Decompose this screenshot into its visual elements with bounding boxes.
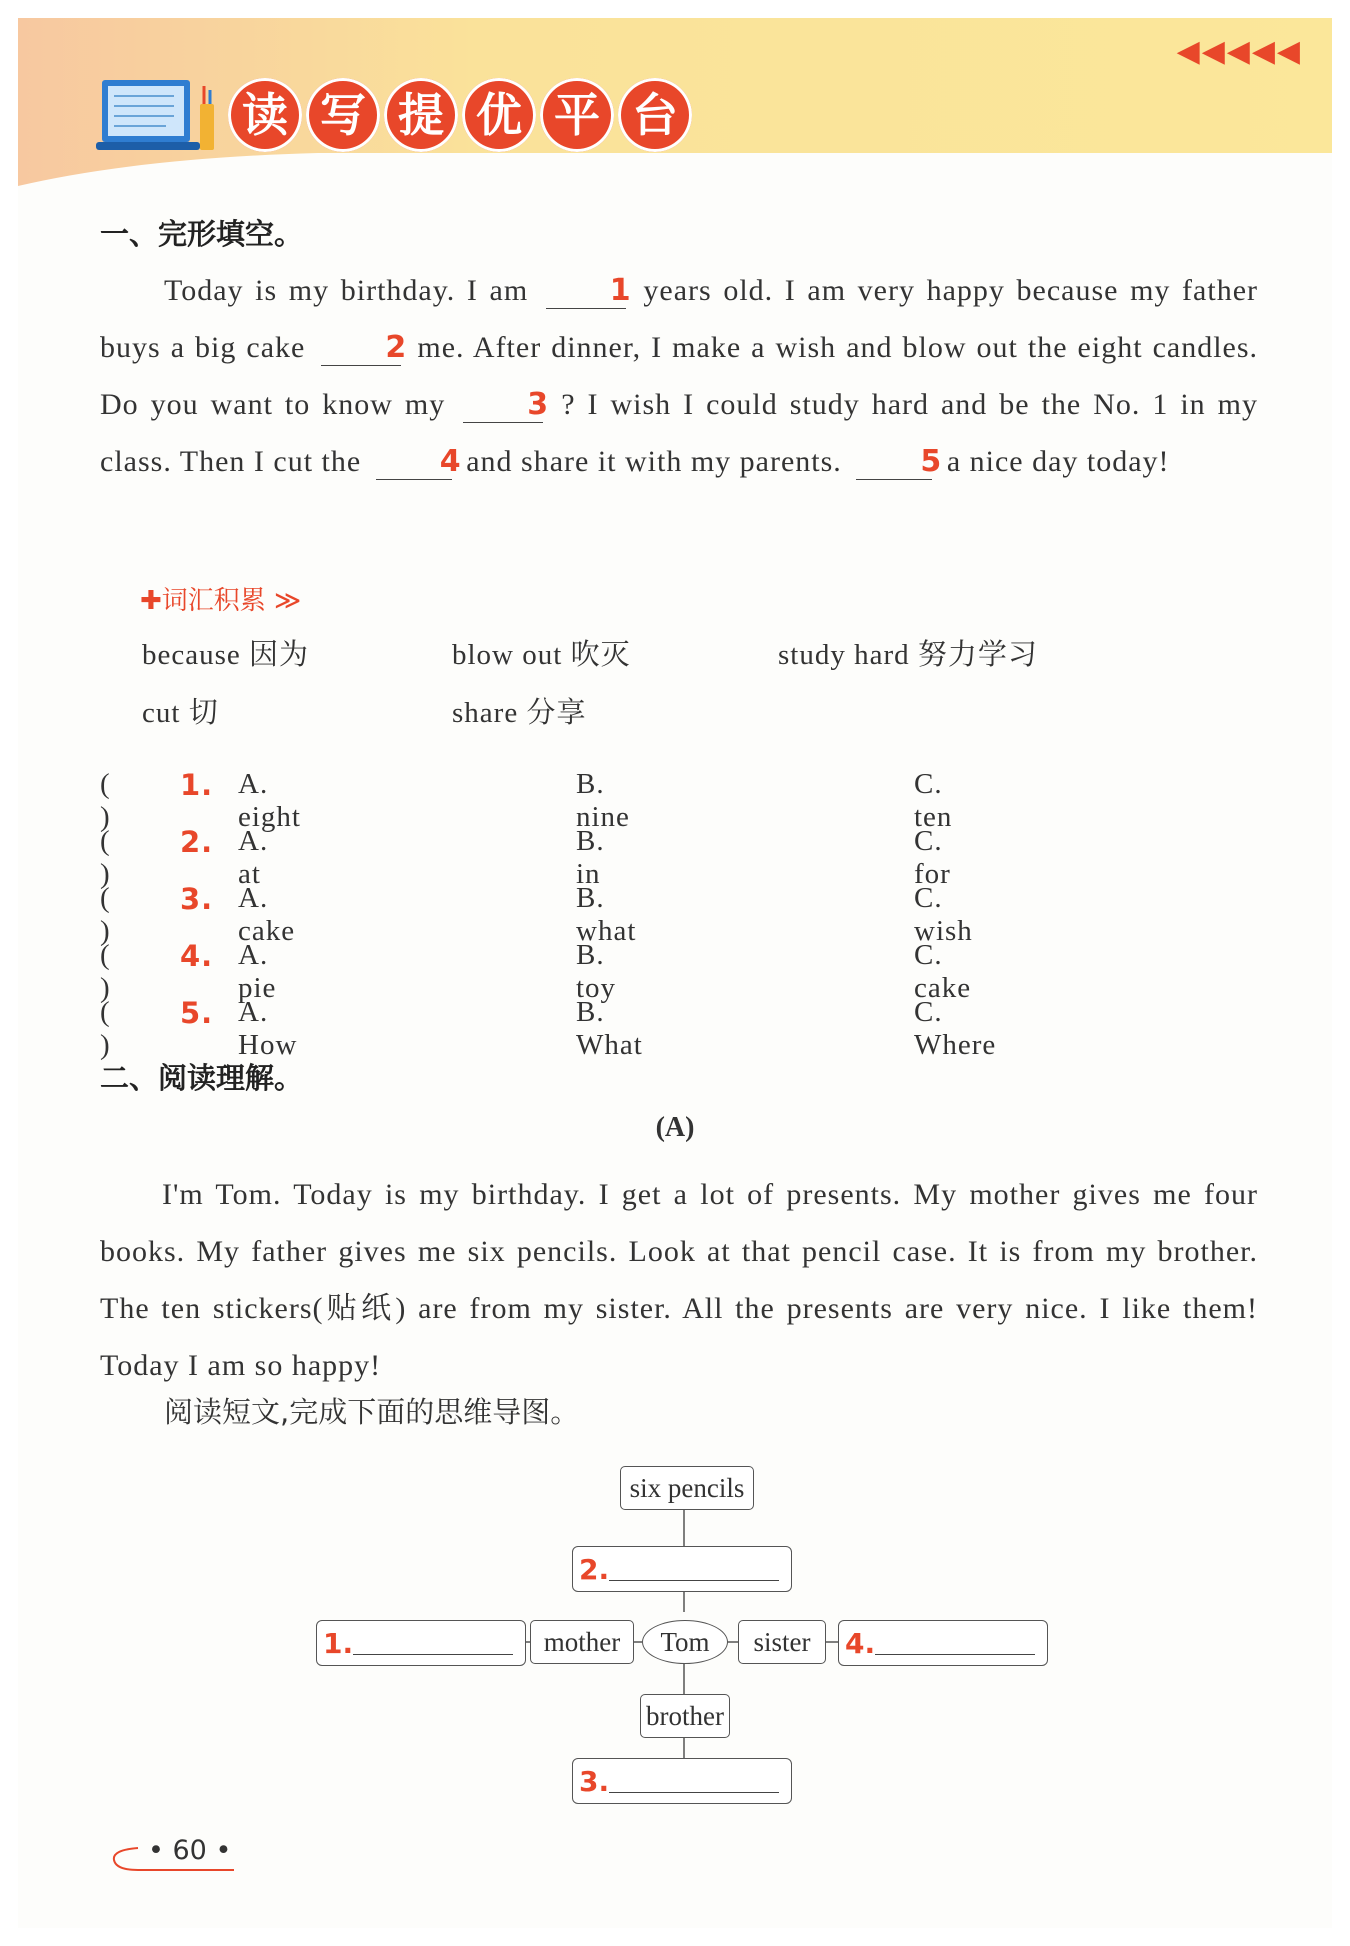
- option-a[interactable]: A. eight: [238, 768, 301, 833]
- vocab-item: share 分享: [452, 695, 587, 729]
- vocab-item: cut 切: [142, 695, 219, 729]
- answer-paren[interactable]: (): [100, 825, 111, 890]
- option-b[interactable]: B. in: [576, 825, 605, 890]
- answer-paren[interactable]: (): [100, 882, 111, 947]
- answer-paren[interactable]: (): [100, 939, 111, 1004]
- vocab-item: blow out 吹灭: [452, 637, 631, 671]
- banner-title-char: 提: [384, 78, 458, 152]
- option-c[interactable]: C. for: [914, 825, 951, 890]
- answer-paren[interactable]: (): [100, 768, 111, 833]
- mindmap-instruction: 阅读短文,完成下面的思维导图。: [164, 1395, 580, 1429]
- blank-4[interactable]: 4: [376, 445, 452, 480]
- option-a[interactable]: A. How: [238, 996, 298, 1061]
- passage-line: four books. My father gives me six pencils. Look at that pencil case. It is from my: [100, 1178, 1259, 1268]
- blank-5[interactable]: 5: [856, 445, 932, 480]
- option-c[interactable]: C. ten: [914, 768, 953, 833]
- question-number: 5.: [180, 996, 214, 1030]
- page-number: • 60 •: [148, 1835, 232, 1866]
- passage-text: Today is my birthday. I am: [164, 274, 529, 307]
- option-b[interactable]: B. What: [576, 996, 643, 1061]
- mindmap-node-bottom: brother: [640, 1694, 730, 1738]
- passage-line: brother. The ten stickers(贴纸) are from my sister. All the presents are very nice.: [100, 1235, 1259, 1325]
- mindmap-blank-3[interactable]: 3.: [572, 1758, 792, 1804]
- passage-text: years old. I am very happy because my father buys a big cake: [100, 274, 1258, 364]
- banner-title-char: 台: [618, 78, 692, 152]
- banner-title-char: 平: [540, 78, 614, 152]
- blank-2[interactable]: 2: [321, 331, 401, 366]
- section1-title: 一、完形填空。: [100, 217, 304, 251]
- mindmap-blank-1[interactable]: 1.: [316, 1620, 526, 1666]
- passage-text: and share it with my parents.: [466, 445, 842, 478]
- answer-paren[interactable]: (): [100, 996, 111, 1061]
- decorative-arrows-icon: ◀◀◀◀◀: [1176, 34, 1302, 69]
- passage-text: a nice day today!: [946, 445, 1170, 478]
- option-a[interactable]: A. cake: [238, 882, 296, 947]
- option-a[interactable]: A. pie: [238, 939, 277, 1004]
- passage-a-title: (A): [655, 1112, 695, 1143]
- banner-title-char: 写: [306, 78, 380, 152]
- question-number: 4.: [180, 939, 214, 973]
- option-c[interactable]: C. wish: [914, 882, 973, 947]
- passage-line: I like them! Today I am so happy!: [100, 1292, 1259, 1382]
- banner-title-char: 读: [228, 78, 302, 152]
- option-b[interactable]: B. nine: [576, 768, 630, 833]
- passage-line: I'm Tom. Today is my birthday. I get a lot of presents. My mother gives me: [162, 1178, 1192, 1211]
- section2-title: 二、阅读理解。: [100, 1061, 304, 1095]
- question-number: 1.: [180, 768, 214, 802]
- option-c[interactable]: C. Where: [914, 996, 997, 1061]
- mindmap-node-left: mother: [530, 1620, 634, 1664]
- vocab-item: study hard 努力学习: [778, 637, 1038, 671]
- banner-title-char: 优: [462, 78, 536, 152]
- blank-1[interactable]: 1: [546, 274, 626, 309]
- option-b[interactable]: B. toy: [576, 939, 617, 1004]
- option-c[interactable]: C. cake: [914, 939, 972, 1004]
- question-number: 2.: [180, 825, 214, 859]
- vocab-title: ✚词汇积累 ≫: [140, 586, 302, 616]
- vocab-item: because 因为: [142, 637, 310, 671]
- passage-text: me. After dinner, I make a wish and blow out the eight candles. Do you want to know my: [100, 331, 1259, 421]
- option-a[interactable]: A. at: [238, 825, 269, 890]
- option-b[interactable]: B. what: [576, 882, 637, 947]
- mindmap-node-top: six pencils: [620, 1466, 754, 1510]
- blank-3[interactable]: 3: [463, 388, 543, 423]
- question-number: 3.: [180, 882, 214, 916]
- mindmap-blank-4[interactable]: 4.: [838, 1620, 1048, 1666]
- passage-text: ? I wish I could study hard and be the No. 1 in my class. Then I cut the: [100, 388, 1258, 478]
- mindmap-node-right: sister: [738, 1620, 826, 1664]
- mindmap-node-center: Tom: [642, 1620, 728, 1664]
- mindmap-blank-2[interactable]: 2.: [572, 1546, 792, 1592]
